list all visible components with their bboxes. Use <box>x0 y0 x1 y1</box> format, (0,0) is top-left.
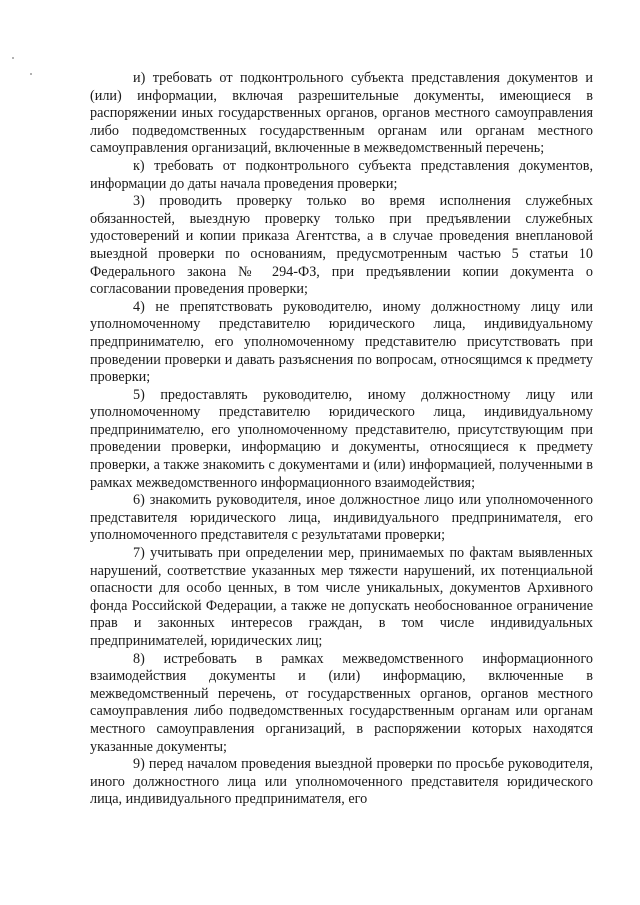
scan-speck <box>30 73 32 75</box>
paragraph-item-k: к) требовать от подконтрольного субъекта представления документов, информации до даты начала проведения проверки; <box>90 157 593 192</box>
paragraph-item-3: 3) проводить проверку только во время исполнения служебных обязанностей, выездную проверку только при предъявлении служебных удостоверений и копии приказа Агентства, а в случае проведения внеплановой выездной проверки по основаниям, предусмотренным частью 5 статьи 10 Федерального закона № 294-ФЗ, при предъявлении копии документа о согласовании проведения проверки; <box>90 193 593 298</box>
paragraph-item-i: и) требовать от подконтрольного субъекта представления документов и (или) информации, включая разрешительные документы, имеющиеся в распоряжении иных государственных органов, органов местного самоуправления либо подведомственных государственным органам или органам местного самоуправления организаций, включенные в межведомственный перечень; <box>90 70 593 157</box>
paragraph-item-8: 8) истребовать в рамках межведомственного информационного взаимодействия документы и (или) информацию, включенные в межведомственный перечень, от государственных органов, органов местного самоуправления либо подведомственных государственным органам или органам местного самоуправления организаций, в распоряжении которых находятся указанные документы; <box>90 650 593 755</box>
paragraph-item-9: 9) перед началом проведения выездной проверки по просьбе руководителя, иного должностного лица или уполномоченного представителя юридического лица, индивидуального предпринимателя, его <box>90 756 593 808</box>
paragraph-item-7: 7) учитывать при определении мер, принимаемых по фактам выявленных нарушений, соответствие указанных мер тяжести нарушений, их потенциальной опасности для особо ценных, в том числе уникальных, документов Архивного фонда Российской Федерации, а также не допускать необоснованное ограничение прав и законных интересов граждан, в том числе индивидуальных предпринимателей, юридических лиц; <box>90 545 593 649</box>
paragraph-item-5: 5) предоставлять руководителю, иному должностному лицу или уполномоченному представителю юридического лица, индивидуальному предпринимателю, его уполномоченному представителю, присутствующим при проведении проверки, информацию и документы, относящиеся к предмету проверки, а также знакомить с документами и (или) информацией, полученными в рамках межведомственного информационного взаимодействия; <box>90 386 593 491</box>
paragraph-item-4: 4) не препятствовать руководителю, иному должностному лицу или уполномоченному представителю юридического лица, индивидуальному предпринимателю, его уполномоченному представителю присутствовать при проведении проверки и давать разъяснения по вопросам, относящимся к предмету проверки; <box>90 298 593 386</box>
document-body <box>90 70 593 809</box>
paragraph-item-6: 6) знакомить руководителя, иное должностное лицо или уполномоченного представителя юридического лица, индивидуального предпринимателя, его уполномоченного представителя с результатами проверки; <box>90 492 593 544</box>
scan-speck <box>12 57 14 59</box>
